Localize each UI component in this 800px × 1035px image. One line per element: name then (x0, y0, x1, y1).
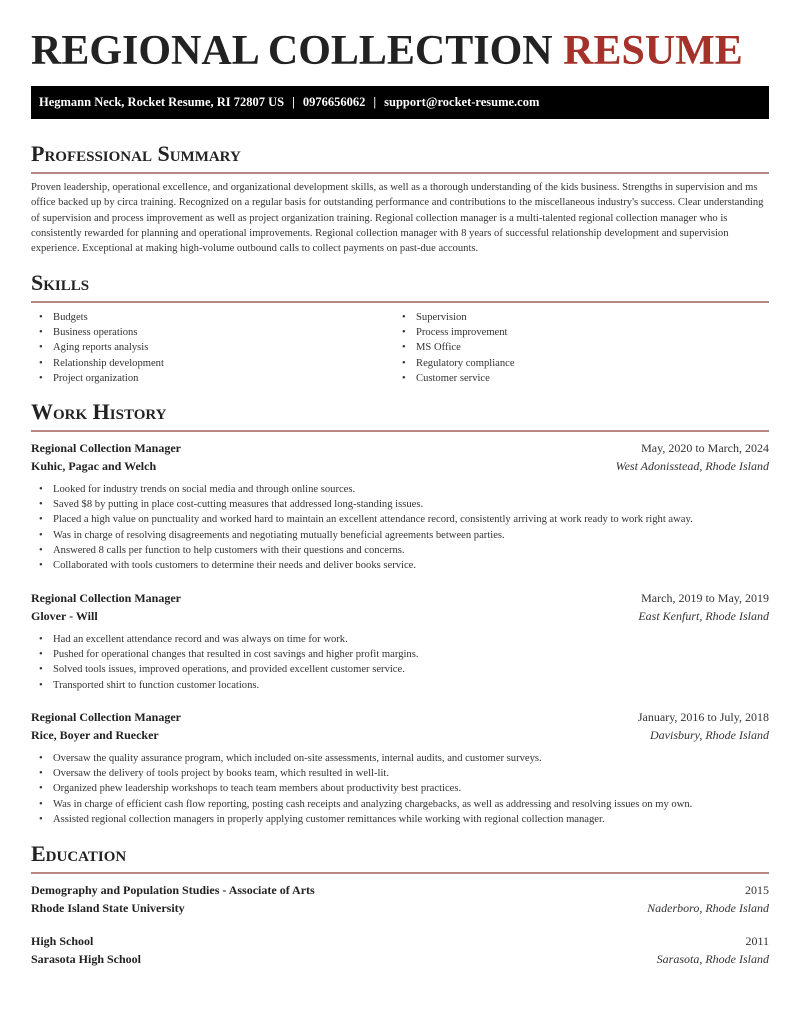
job-title: Regional Collection Manager (31, 710, 181, 724)
job-bullet: • Oversaw the delivery of tools project by books team, which resulted in well-lit. (31, 766, 769, 781)
edu-location: Naderboro, Rhode Island (647, 901, 769, 915)
job-dates: March, 2019 to May, 2019 (641, 591, 769, 605)
section-divider (31, 301, 769, 303)
job-entry (31, 708, 769, 827)
job-company: Kuhic, Pagac and Welch (31, 459, 157, 473)
resume-title (31, 27, 743, 75)
job-bullets (31, 632, 769, 693)
contact-address: Hegmann Neck, Rocket Resume, RI 72807 US (39, 95, 285, 109)
section-divider (31, 172, 769, 174)
education-entry (31, 881, 769, 917)
job-entry (31, 589, 769, 693)
job-title: Regional Collection Manager (31, 591, 181, 605)
job-bullet: • Organized phew leadership workshops to teach team members about productivity best practices. (31, 781, 769, 796)
job-location: East Kenfurt, Rhode Island (638, 609, 769, 623)
education-entry (31, 932, 769, 968)
contact-separator: | (373, 95, 377, 109)
skill-item: • Budgets (31, 310, 164, 325)
job-entry (31, 439, 769, 573)
job-company: Glover - Will (31, 609, 98, 623)
job-bullet: • Answered 8 calls per function to help customers with their questions and concerns. (31, 543, 769, 558)
job-bullet: • Was in charge of efficient cash flow reporting, posting cash receipts and analyzing chargebacks, as well as addressing and resolving issues on my own. (31, 797, 769, 812)
job-title: Regional Collection Manager (31, 441, 181, 455)
contact-bar (31, 86, 769, 119)
job-dates: May, 2020 to March, 2024 (641, 441, 769, 455)
contact-separator: | (292, 95, 295, 109)
job-dates: January, 2016 to July, 2018 (637, 710, 769, 724)
job-bullet: • Collaborated with tools customers to determine their needs and deliver books service. (31, 558, 769, 573)
skill-item: • Business operations (31, 325, 164, 340)
work-history-heading: Work History (31, 399, 167, 424)
skill-item: • Aging reports analysis (31, 340, 164, 355)
edu-location: Sarasota, Rhode Island (656, 952, 769, 966)
job-bullet: • Assisted regional collection managers in properly applying customer remittances while working with regional collection manager. (31, 812, 769, 827)
job-bullet: • Transported shirt to function customer locations. (31, 678, 769, 693)
job-bullet: • Saved $8 by putting in place cost-cutting measures that addressed long-standing issues. (31, 497, 769, 512)
section-divider (31, 872, 769, 874)
job-bullets (31, 482, 769, 573)
section-divider (31, 430, 769, 432)
skill-item: • Supervision (394, 310, 515, 325)
edu-year: 2011 (745, 934, 769, 948)
contact-email: support@rocket-resume.com (384, 95, 540, 109)
skill-item: • Process improvement (394, 325, 515, 340)
edu-school: Sarasota High School (31, 952, 142, 966)
job-bullet: • Solved tools issues, improved operations, and provided excellent customer service. (31, 662, 769, 677)
job-bullet: • Looked for industry trends on social media and through online sources. (31, 482, 769, 497)
edu-degree: Demography and Population Studies - Associate of Arts (31, 883, 315, 897)
edu-school: Rhode Island State University (31, 901, 185, 915)
job-bullet: • Placed a high value on punctuality and worked hard to maintain an excellent attendance record, consistently arriving at work ready to work right away. (31, 512, 769, 527)
job-location: West Adonisstead, Rhode Island (615, 459, 769, 473)
job-location: Davisbury, Rhode Island (650, 728, 769, 742)
education-heading: Education (31, 841, 127, 866)
title-main: REGIONAL COLLECTION (31, 28, 553, 74)
title-accent: RESUME (563, 28, 743, 74)
skill-item: • Customer service (394, 371, 515, 386)
job-bullet: • Was in charge of resolving disagreements and negotiating mutually beneficial agreements between parties. (31, 528, 769, 543)
edu-year: 2015 (745, 883, 769, 897)
contact-phone: 0976656062 (302, 95, 366, 109)
skill-item: • Relationship development (31, 356, 164, 371)
skills-heading: Skills (31, 270, 90, 295)
job-company: Rice, Boyer and Ruecker (31, 728, 159, 742)
edu-degree: High School (31, 934, 94, 948)
skills-list-right (394, 310, 515, 386)
skills-list-left (31, 310, 164, 386)
summary-heading: Professional Summary (31, 141, 241, 166)
skill-item: • Regulatory compliance (394, 356, 515, 371)
summary-text: Proven leadership, operational excellence, and organizational development skills, as well as a thorough understanding of the kids business. Strengths in supervision and ms office backed up by circa training. Recognized on a regular basis for outstanding performance and contributions to the miscellaneous industry's success. Clear understanding of supervision and process improvement as well as project organization training. Regional collection manager is a multi-talented regional collection manager who is consistently rewarded for planning and operational improvements. Regional collection manager with 8 years of successful relationship development and supervision experience. Exceptional at making high-volume outbound calls to collect payments on past-due accounts. (31, 182, 764, 255)
skill-item: • MS Office (394, 340, 515, 355)
job-bullet: • Oversaw the quality assurance program, which included on-site assessments, internal audits, and customer surveys. (31, 751, 769, 766)
job-bullets (31, 751, 769, 827)
skill-item: • Project organization (31, 371, 164, 386)
job-bullet: • Pushed for operational changes that resulted in cost savings and higher profit margins. (31, 647, 769, 662)
job-bullet: • Had an excellent attendance record and was always on time for work. (31, 632, 769, 647)
